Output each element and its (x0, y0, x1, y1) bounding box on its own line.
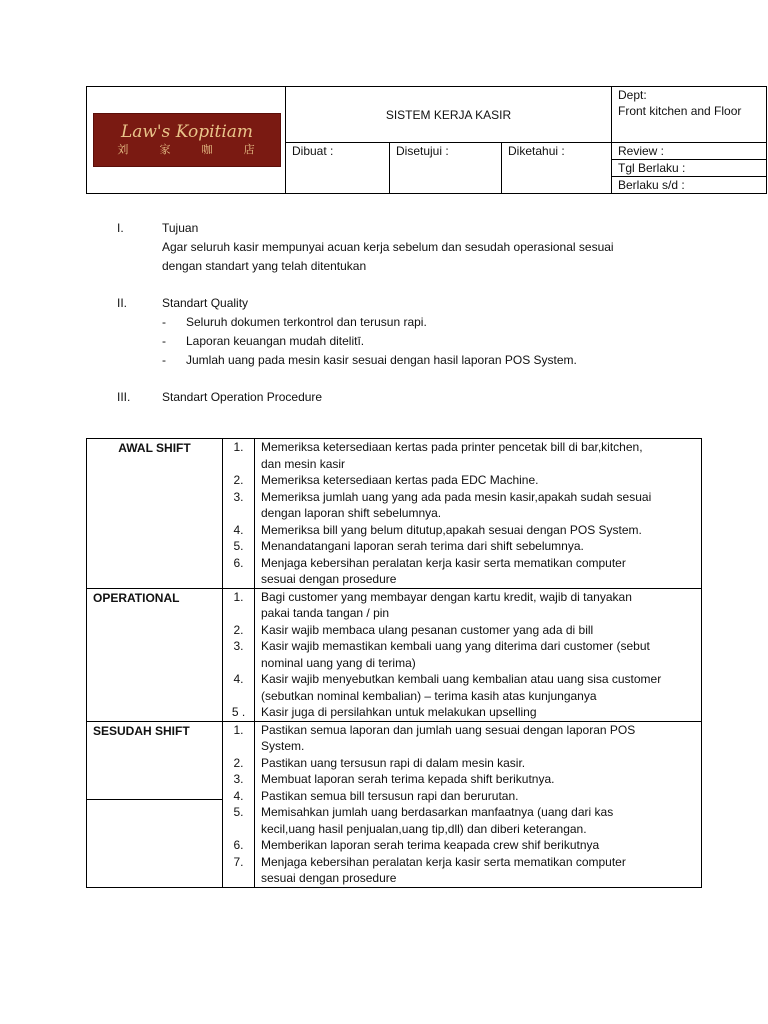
company-logo (93, 113, 281, 167)
step-texts (255, 588, 702, 721)
step-numbers (223, 439, 255, 589)
bullet-dash: - (162, 315, 166, 329)
dept-cell (612, 87, 767, 143)
step-text-line: Pastikan semua bill tersusun rapi dan berurutan. (261, 788, 519, 803)
step-number (223, 870, 254, 887)
section-title: Standart Operation Procedure (162, 390, 323, 404)
step-number (223, 738, 254, 755)
step-text-line: pakai tanda tangan / pin (261, 606, 390, 620)
section-number: III. (117, 390, 131, 404)
step-numbers (223, 721, 255, 887)
step-text-line: Memisahkan jumlah uang berdasarkan manfaatnya (uang dari kas (261, 805, 614, 819)
section-number: I. (117, 221, 124, 235)
step-number: 5. (233, 805, 244, 819)
step-number: 4. (233, 522, 244, 537)
phase-label: AWAL SHIFT (87, 439, 223, 589)
logo-subtext: 刘 家 咖 店 (117, 143, 269, 156)
step-number: 4. (233, 788, 244, 803)
review-cell: Review : (612, 143, 767, 160)
step-number (223, 505, 254, 522)
step-text-line: Memeriksa ketersediaan kertas pada printer pencetak bill di bar,kitchen, (261, 440, 643, 454)
tujuan-line-2: dengan standart yang telah ditentukan (162, 259, 367, 273)
sop-table (86, 438, 702, 888)
bullet-text: Jumlah uang pada mesin kasir sesuai dengan hasil laporan POS System. (186, 353, 577, 367)
phase-label: SESUDAH SHIFT (87, 722, 222, 800)
logo-brand-text: Law's Kopitiam (120, 121, 254, 142)
bullet-dash: - (162, 353, 166, 367)
step-number: 3. (233, 489, 244, 504)
quality-bullet (162, 332, 364, 351)
step-numbers (223, 588, 255, 721)
logo-cell (87, 87, 286, 194)
step-text-line: Memberikan laporan serah terima keapada crew shif berikutnya (261, 838, 600, 852)
step-number: 4. (233, 672, 244, 686)
step-number (223, 821, 254, 838)
bullet-text: Seluruh dokumen terkontrol dan terusun rapi. (186, 315, 427, 329)
step-number: 3. (233, 639, 244, 653)
step-text-line: Menjaga kebersihan peralatan kerja kasir serta mematikan computer (261, 854, 626, 869)
step-text-line: kecil,uang hasil penjualan,uang tip,dll) dan diberi keterangan. (261, 821, 587, 836)
step-number: 6. (233, 555, 244, 570)
berlaku-sd-cell: Berlaku s/d : (612, 177, 767, 194)
step-text-line: dan mesin kasir (261, 456, 346, 471)
step-text-line: dengan laporan shift sebelumnya. (261, 506, 442, 520)
step-text-line: Pastikan semua laporan dan jumlah uang sesuai dengan laporan POS (261, 722, 636, 737)
step-texts (255, 721, 702, 887)
step-text-line: Kasir wajib memastikan kembali uang yang diterima dari customer (sebut (261, 639, 650, 653)
sop-row-sesudah-shift (87, 721, 702, 887)
step-number (223, 571, 254, 588)
step-text-line: Menjaga kebersihan peralatan kerja kasir serta mematikan computer (261, 555, 626, 570)
bullet-text: Laporan keuangan mudah ditelitī. (186, 334, 365, 348)
step-number: 6. (233, 838, 244, 852)
document-title: SISTEM KERJA KASIR (286, 87, 612, 143)
step-text-line: Kasir wajib menyebutkan kembali uang kembalian atau uang sisa customer (261, 672, 662, 686)
step-text-line: Kasir wajib membaca ulang pesanan customer yang ada di bill (261, 622, 594, 637)
phase-cell (87, 721, 223, 887)
phase-label: OPERATIONAL (87, 588, 223, 721)
step-number (223, 456, 254, 473)
step-text-line: nominal uang yang di terima) (261, 655, 416, 670)
section-title: Tujuan (162, 221, 199, 235)
quality-bullet (162, 313, 427, 332)
sop-row-operational (87, 588, 702, 721)
section-title: Standart Quality (162, 296, 249, 310)
section-number: II. (117, 296, 128, 310)
step-text-line: Pastikan uang tersusun rapi di dalam mesin kasir. (261, 755, 526, 770)
step-number (223, 655, 254, 672)
step-number: 1. (233, 440, 244, 454)
step-number: 3. (233, 772, 244, 786)
tujuan-line-1: Agar seluruh kasir mempunyai acuan kerja sebelum dan sesudah operasional sesuai (162, 240, 614, 254)
step-text-line: sesuai dengan prosedure (261, 572, 397, 586)
step-number (223, 605, 254, 622)
step-text-line: Memeriksa bill yang belum ditutup,apakah sesuai dengan POS System. (261, 522, 642, 537)
step-number: 1. (233, 589, 244, 604)
step-number: 2. (233, 622, 244, 637)
dept-label: Dept: (618, 88, 647, 102)
step-number: 5. (233, 539, 244, 553)
step-text-line: Kasir juga di persilahkan untuk melakukan upselling (261, 705, 537, 719)
step-text-line: Bagi customer yang membayar dengan kartu kredit, wajib di tanyakan (261, 589, 632, 604)
tgl-berlaku-cell: Tgl Berlaku : (612, 160, 767, 177)
step-number: 2. (233, 473, 244, 487)
dept-value: Front kitchen and Floor (618, 104, 742, 118)
bullet-dash: - (162, 334, 166, 348)
quality-bullet (162, 351, 577, 370)
step-text-line: Membuat laporan serah terima kepada shift berikutnya. (261, 772, 555, 786)
step-text-line: Memeriksa jumlah uang yang ada pada mesin kasir,apakah sudah sesuai (261, 489, 652, 504)
diketahui-cell: Diketahui : (502, 143, 612, 194)
step-text-line: Menandatangani laporan serah terima dari shift sebelumnya. (261, 539, 584, 553)
step-number: 1. (233, 722, 244, 737)
step-number: 5 . (231, 705, 246, 719)
step-text-line: sesuai dengan prosedure (261, 871, 397, 885)
step-number: 2. (233, 755, 244, 770)
disetujui-cell: Disetujui : (390, 143, 502, 194)
step-text-line: System. (261, 739, 305, 753)
step-text-line: (sebutkan nominal kembalian) – terima kasih atas kunjunganya (261, 688, 597, 703)
document-header-table (86, 86, 767, 194)
step-texts (255, 439, 702, 589)
sop-row-awal-shift (87, 439, 702, 589)
step-number: 7. (233, 854, 244, 869)
dibuat-cell: Dibuat : (286, 143, 390, 194)
step-text-line: Memeriksa ketersediaan kertas pada EDC Machine. (261, 473, 539, 487)
step-number (223, 688, 254, 705)
